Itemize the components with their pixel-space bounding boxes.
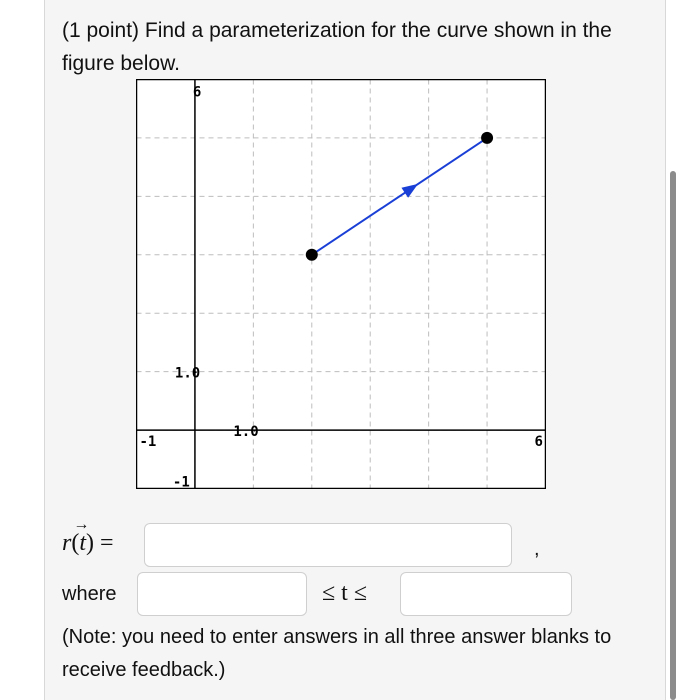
x-tick-label-min: -1 [139, 434, 157, 451]
curve-start-point [306, 249, 318, 261]
y-tick-label-mid: 1.0 [174, 365, 201, 382]
problem-statement: (1 point) Find a parameterization for the curve shown in the figure below. [62, 19, 612, 75]
parametric-curve-graph [136, 79, 546, 489]
r-of-t-input[interactable] [144, 523, 512, 567]
x-tick-label-max: 6 [534, 434, 543, 451]
feedback-note: (Note: you need to enter answers in all three answer blanks to receive feedback.) [62, 626, 612, 681]
where-label: where [62, 583, 117, 605]
page-scrollbar[interactable] [670, 171, 676, 700]
comma-separator: , [534, 538, 540, 560]
curve-end-point [481, 132, 493, 144]
t-upper-bound-input[interactable] [400, 572, 572, 616]
t-lower-bound-input[interactable] [137, 572, 307, 616]
y-tick-label-min: -1 [172, 474, 190, 489]
x-tick-label-mid: 1.0 [233, 424, 259, 441]
y-tick-label-max: 6 [192, 84, 202, 101]
r-of-t-label: r → (t) = [62, 516, 114, 556]
t-range-label: ≤ t ≤ [322, 580, 368, 606]
